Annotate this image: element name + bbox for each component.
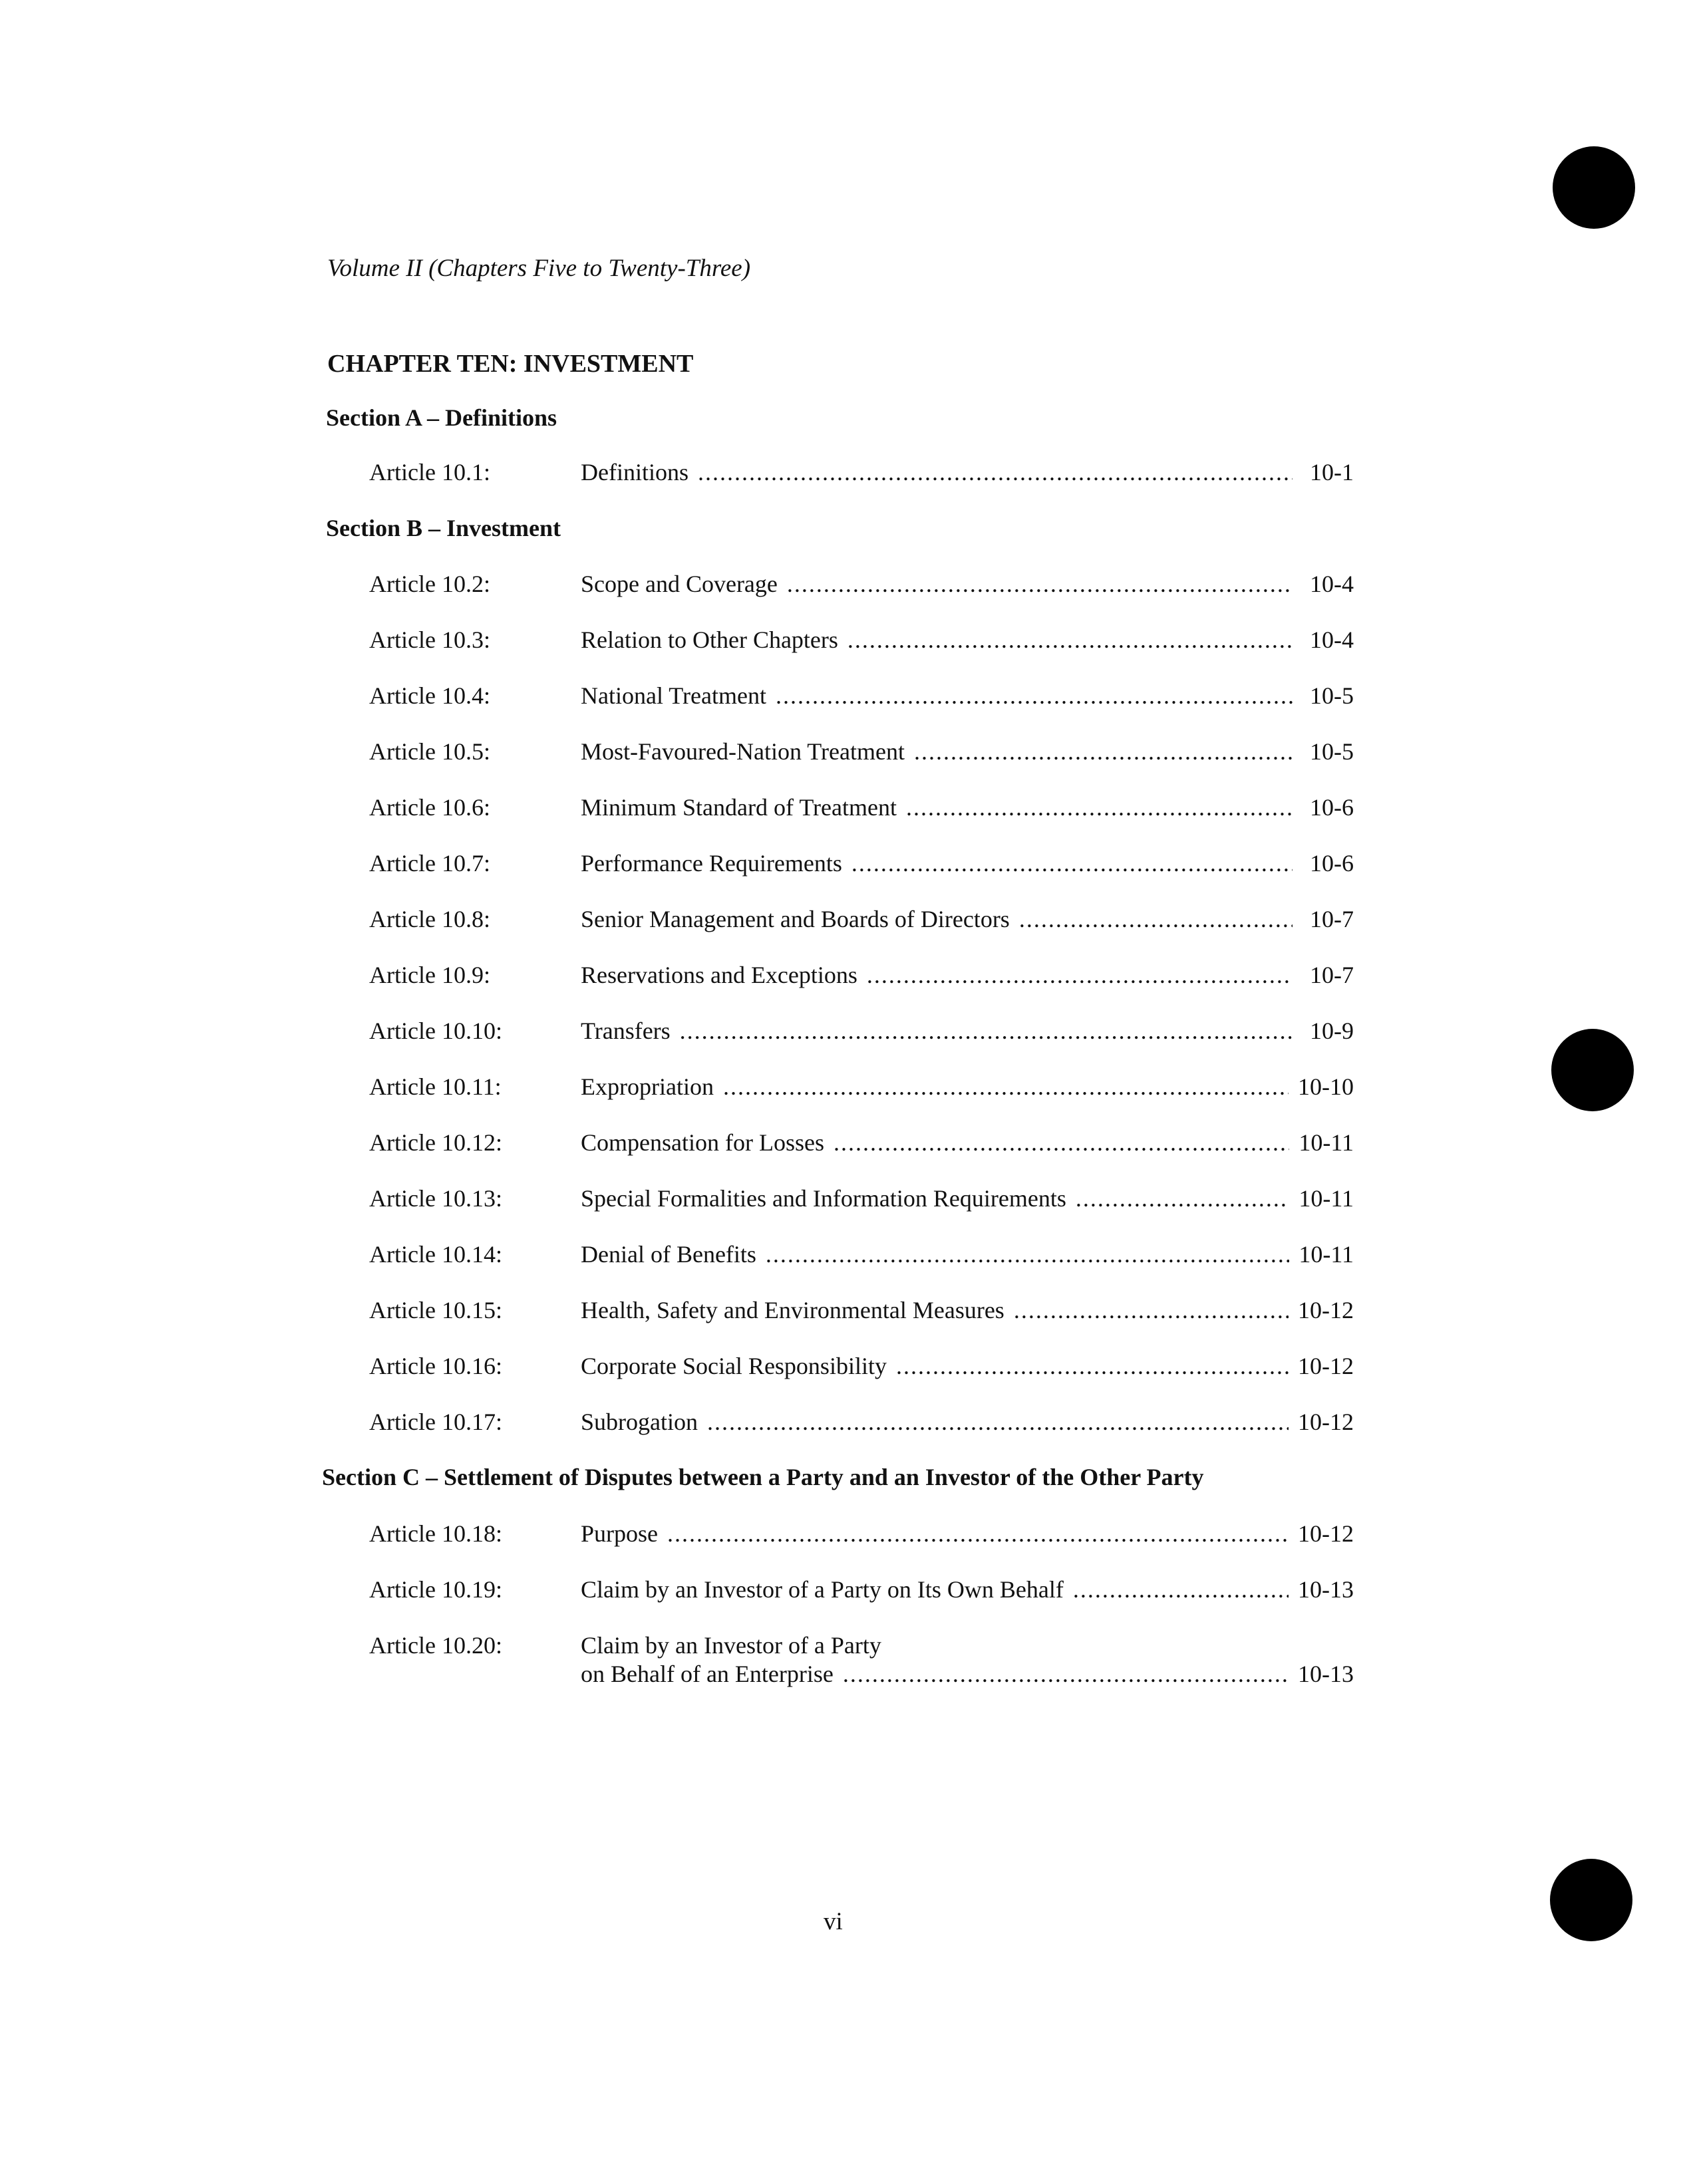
page-reference: 10-11 [1299, 1129, 1354, 1156]
article-number: Article 10.2: [369, 571, 490, 597]
leader-dots [766, 1240, 1289, 1269]
page-reference: 10-5 [1310, 738, 1354, 765]
article-title: Scope and Coverage [581, 571, 778, 597]
section-heading-b: Section B – Investment [326, 515, 561, 541]
page-reference: 10-12 [1298, 1520, 1354, 1547]
punch-hole-middle [1551, 1029, 1634, 1111]
leader-dots [723, 1073, 1289, 1101]
article-number: Article 10.14: [369, 1241, 502, 1268]
page-reference: 10-4 [1310, 571, 1354, 597]
leader-dots [914, 738, 1293, 766]
article-number: Article 10.3: [369, 626, 490, 653]
leader-dots [707, 1408, 1289, 1436]
article-title: Senior Management and Boards of Directors [581, 906, 1010, 932]
leader-dots [843, 1660, 1289, 1689]
article-title: Subrogation [581, 1409, 698, 1435]
article-number: Article 10.7: [369, 850, 490, 877]
page-reference: 10-13 [1298, 1661, 1354, 1688]
leader-dots [906, 793, 1293, 822]
article-number: Article 10.10: [369, 1018, 502, 1044]
page-number: vi [824, 1908, 843, 1935]
article-number: Article 10.15: [369, 1297, 502, 1323]
article-number: Article 10.11: [369, 1073, 502, 1100]
article-title: Corporate Social Responsibility [581, 1353, 887, 1379]
leader-dots [1014, 1296, 1289, 1325]
page-reference: 10-6 [1310, 794, 1354, 821]
page-reference: 10-12 [1298, 1353, 1354, 1379]
article-title: Health, Safety and Environmental Measures [581, 1297, 1004, 1323]
page-reference: 10-7 [1310, 962, 1354, 988]
article-title: Transfers [581, 1018, 671, 1044]
article-number: Article 10.13: [369, 1185, 502, 1212]
article-title: Most-Favoured-Nation Treatment [581, 738, 905, 765]
article-number: Article 10.5: [369, 738, 490, 765]
leader-dots [787, 570, 1293, 599]
article-number: Article 10.6: [369, 794, 490, 821]
leader-dots [851, 849, 1293, 878]
punch-hole-bottom [1550, 1859, 1632, 1941]
article-title: Relation to Other Chapters [581, 626, 838, 653]
article-title: Purpose [581, 1520, 658, 1547]
page-reference: 10-7 [1310, 906, 1354, 932]
article-title-line1: Claim by an Investor of a Party [581, 1632, 881, 1659]
chapter-title: CHAPTER TEN: INVESTMENT [327, 350, 694, 378]
punch-hole-top [1553, 146, 1635, 229]
article-number: Article 10.9: [369, 962, 490, 988]
page-reference: 10-9 [1310, 1018, 1354, 1044]
article-number: Article 10.20: [369, 1632, 502, 1659]
page-reference: 10-11 [1299, 1241, 1354, 1268]
leader-dots [896, 1352, 1289, 1381]
article-number: Article 10.12: [369, 1129, 502, 1156]
article-number: Article 10.19: [369, 1576, 502, 1603]
page-reference: 10-10 [1298, 1073, 1354, 1100]
article-number: Article 10.4: [369, 682, 490, 709]
section-heading-c: Section C – Settlement of Disputes between a Party and an Investor of the Other Party [322, 1464, 1204, 1490]
article-title: National Treatment [581, 682, 766, 709]
leader-dots [847, 626, 1293, 654]
page-reference: 10-1 [1310, 459, 1354, 485]
page-reference: 10-12 [1298, 1297, 1354, 1323]
article-number: Article 10.16: [369, 1353, 502, 1379]
article-title: Performance Requirements [581, 850, 842, 877]
article-title: Definitions [581, 459, 689, 485]
volume-title: Volume II (Chapters Five to Twenty-Three) [327, 255, 751, 282]
article-title: Compensation for Losses [581, 1129, 824, 1156]
page-reference: 10-13 [1298, 1576, 1354, 1603]
leader-dots [1073, 1575, 1289, 1604]
article-number: Article 10.1: [369, 459, 490, 485]
article-title: Minimum Standard of Treatment [581, 794, 897, 821]
article-number: Article 10.18: [369, 1520, 502, 1547]
leader-dots [667, 1520, 1289, 1548]
article-number: Article 10.17: [369, 1409, 502, 1435]
page-reference: 10-11 [1299, 1185, 1354, 1212]
page-reference: 10-5 [1310, 682, 1354, 709]
leader-dots [698, 458, 1293, 487]
article-title: Reservations and Exceptions [581, 962, 857, 988]
article-title: on Behalf of an Enterprise [581, 1661, 834, 1688]
leader-dots [834, 1129, 1289, 1157]
leader-dots [1076, 1184, 1290, 1213]
page-reference: 10-12 [1298, 1409, 1354, 1435]
section-heading-a: Section A – Definitions [326, 404, 557, 431]
leader-dots [867, 961, 1293, 990]
article-title: Special Formalities and Information Requirements [581, 1185, 1066, 1212]
article-title: Claim by an Investor of a Party on Its Own Behalf [581, 1576, 1064, 1603]
page-reference: 10-6 [1310, 850, 1354, 877]
article-number: Article 10.8: [369, 906, 490, 932]
article-title: Denial of Benefits [581, 1241, 756, 1268]
leader-dots [776, 682, 1293, 710]
leader-dots [680, 1017, 1293, 1045]
article-title: Expropriation [581, 1073, 714, 1100]
leader-dots [1019, 905, 1293, 934]
page-reference: 10-4 [1310, 626, 1354, 653]
